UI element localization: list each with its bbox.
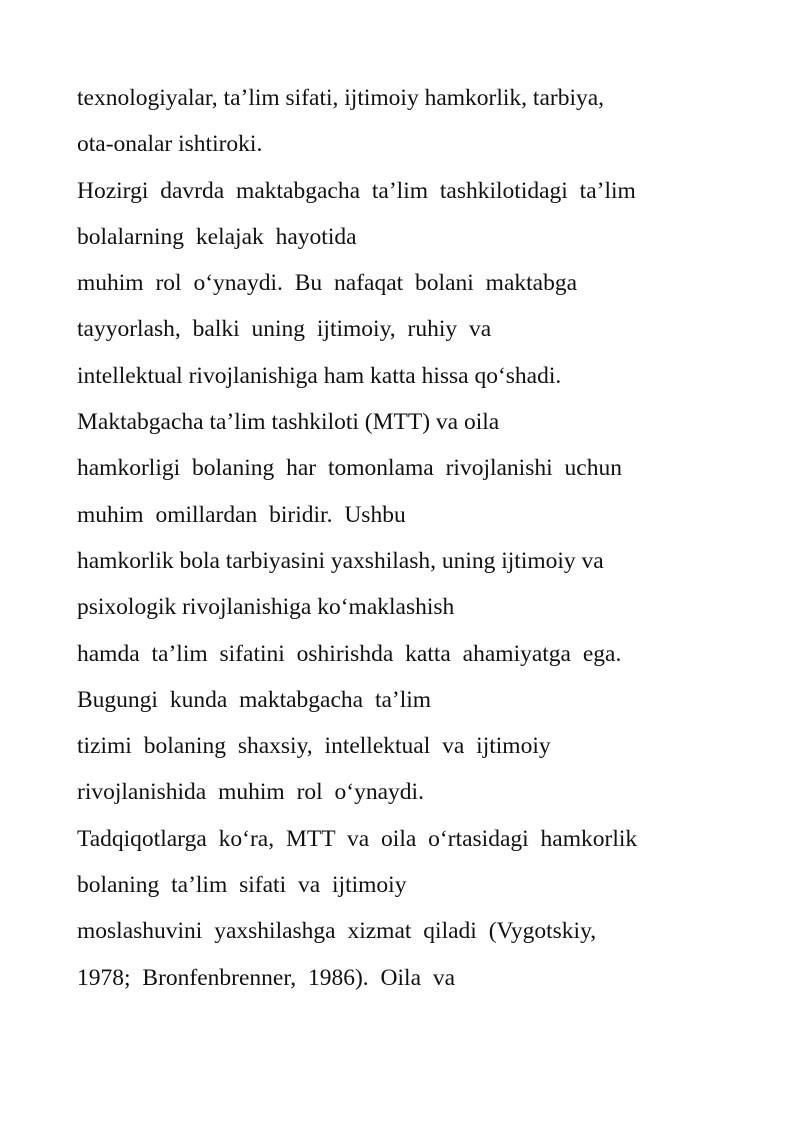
body-text [77, 75, 727, 1001]
text-line: Bugungi kunda maktabgacha ta’lim [77, 686, 432, 713]
text-line: rivojlanishida muhim rol o‘ynaydi. [77, 779, 424, 806]
text-line: tizimi bolaning shaxsiy, intellektual va ijtimoiy [77, 733, 551, 760]
text-line: ota-onalar ishtiroki. [77, 131, 263, 158]
text-line: psixologik rivojlanishiga ko‘maklashish [77, 594, 455, 621]
text-line: texnologiyalar, ta’lim sifati, ijtimoiy hamkorlik, tarbiya, [77, 85, 605, 111]
text-line: hamkorlik bola tarbiyasini yaxshilash, uning ijtimoiy va [77, 547, 604, 574]
text-line: muhim omillardan biridir. Ushbu [77, 501, 406, 528]
text-line: Maktabgacha ta’lim tashkiloti (MTT) va oila [77, 409, 500, 436]
text-line: 1978; Bronfenbrenner, 1986). Oila va [77, 964, 456, 991]
text-line: muhim rol o‘ynaydi. Bu nafaqat bolani maktabga [77, 270, 578, 297]
text-line: moslashuvini yaxshilashga xizmat qiladi (Vygotskiy, [77, 918, 597, 945]
text-line: hamda ta’lim sifatini oshirishda katta ahamiyatga ega. [77, 640, 622, 667]
text-line: bolaning ta’lim sifati va ijtimoiy [77, 872, 407, 899]
text-line: bolalarning kelajak hayotida [77, 223, 357, 250]
text-line: Tadqiqotlarga ko‘ra, MTT va oila o‘rtasidagi hamkorlik [77, 825, 638, 852]
text-line: tayyorlash, balki uning ijtimoiy, ruhiy va [77, 316, 492, 343]
text-line: Hozirgi davrda maktabgacha ta’lim tashkilotidagi ta’lim [77, 177, 636, 204]
text-line: intellektual rivojlanishiga ham katta hissa qo‘shadi. [77, 362, 562, 389]
text-line: hamkorligi bolaning har tomonlama rivojlanishi uchun [77, 455, 622, 482]
